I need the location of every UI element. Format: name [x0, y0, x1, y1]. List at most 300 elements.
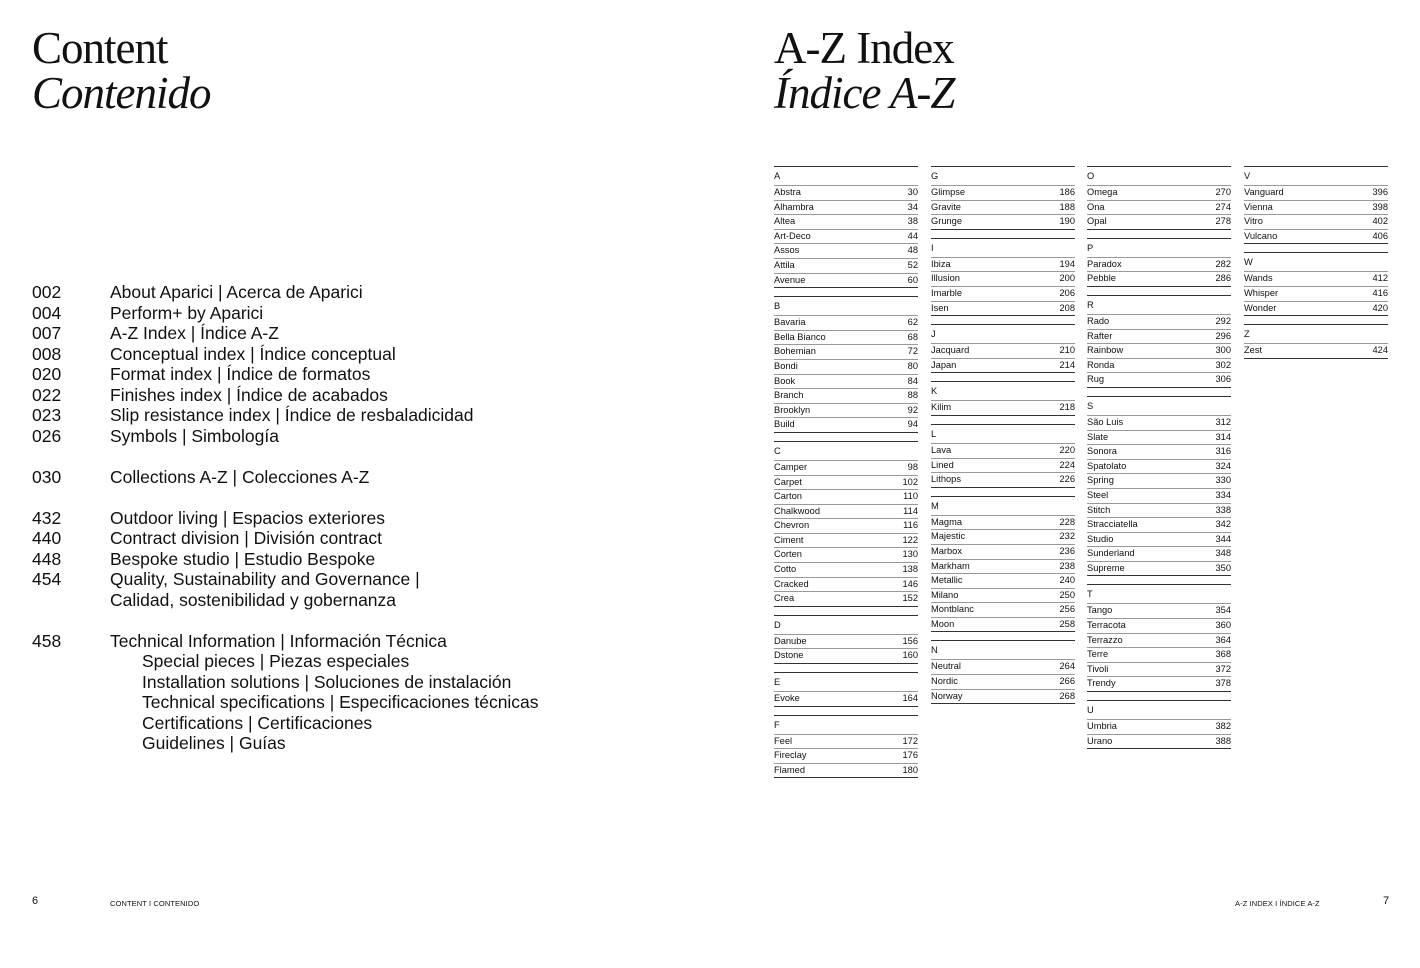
az-section-letter: D [774, 615, 918, 635]
az-entry[interactable] [1087, 445, 1231, 460]
az-entry-name: Bondi [774, 360, 798, 371]
az-entry-page: 360 [1215, 620, 1231, 631]
az-entry-page: 382 [1215, 721, 1231, 732]
page-subtitle: Índice A-Z [774, 68, 955, 118]
az-entry-page: 282 [1215, 258, 1231, 269]
az-entry-name: Neutral [931, 661, 961, 672]
az-entry[interactable] [1087, 272, 1231, 287]
az-entry[interactable] [774, 360, 918, 375]
az-section [931, 496, 1075, 633]
az-entry[interactable] [1087, 186, 1231, 201]
az-entry[interactable] [774, 490, 918, 505]
az-entry-name: Markham [931, 560, 970, 571]
az-entry-name: Gravite [931, 201, 961, 212]
az-entry[interactable] [1087, 344, 1231, 359]
az-entry[interactable] [774, 519, 918, 534]
az-entry-name: Japan [931, 359, 957, 370]
toc-entry[interactable] [32, 344, 539, 365]
toc-entry-title: Quality, Sustainability and Governance | [110, 569, 420, 589]
toc-entry[interactable] [32, 631, 539, 652]
az-entry[interactable] [774, 749, 918, 764]
toc-subentry[interactable]: Installation solutions | Soluciones de instalación [142, 671, 512, 692]
az-section-letter: G [931, 166, 1075, 186]
az-section [931, 381, 1075, 416]
az-entry[interactable] [1087, 431, 1231, 446]
az-entry[interactable] [931, 675, 1075, 690]
right-footer-label: A-Z INDEX I ÍNDICE A-Z [1235, 899, 1320, 908]
az-entry-name: Fireclay [774, 750, 807, 761]
az-entry[interactable] [931, 359, 1075, 374]
az-entry-name: Slate [1087, 431, 1109, 442]
az-entry-name: Bohemian [774, 346, 816, 357]
az-entry[interactable] [1087, 663, 1231, 678]
az-section [1087, 700, 1231, 749]
az-entry[interactable] [774, 230, 918, 245]
az-entry-page: 160 [902, 650, 918, 661]
az-entry-name: Stracciatella [1087, 519, 1138, 530]
toc-page-number: 458 [32, 630, 62, 651]
az-entry-name: Ronda [1087, 359, 1115, 370]
az-entry[interactable] [1244, 215, 1388, 230]
az-entry-name: Bavaria [774, 317, 806, 328]
az-section [1244, 324, 1388, 359]
az-entry-page: 84 [907, 375, 918, 386]
az-entry[interactable] [1087, 648, 1231, 663]
az-entry[interactable] [1244, 186, 1388, 201]
az-entry[interactable] [1087, 416, 1231, 431]
toc-subentry[interactable]: Certifications | Certificaciones [142, 712, 373, 733]
az-entry-page: 48 [907, 245, 918, 256]
az-entry-page: 306 [1215, 374, 1231, 385]
az-entry[interactable] [774, 215, 918, 230]
left-footer-label: CONTENT I CONTENIDO [110, 899, 200, 908]
az-entry-name: Milano [931, 589, 959, 600]
az-entry-page: 350 [1215, 562, 1231, 573]
az-entry-page: 224 [1059, 459, 1075, 470]
az-entry[interactable] [931, 603, 1075, 618]
az-entry[interactable] [774, 331, 918, 346]
az-section [774, 296, 918, 433]
az-section-letter: S [1087, 396, 1231, 416]
az-entry-name: Wands [1244, 273, 1273, 284]
az-entry[interactable] [1244, 287, 1388, 302]
az-entry[interactable] [1087, 201, 1231, 216]
az-entry-name: Brooklyn [774, 404, 811, 415]
toc-entry[interactable] [32, 508, 539, 529]
az-entry-name: Vienna [1244, 201, 1273, 212]
az-entry[interactable] [774, 201, 918, 216]
az-entry[interactable] [774, 389, 918, 404]
az-entry-name: Spring [1087, 475, 1114, 486]
az-entry-page: 334 [1215, 489, 1231, 500]
toc-entry[interactable] [32, 426, 539, 447]
az-section [1244, 166, 1388, 244]
toc-page-number: 432 [32, 507, 62, 528]
toc-entry[interactable] [32, 282, 539, 303]
az-entry-name: Lava [931, 444, 952, 455]
toc-subentry[interactable]: Guidelines | Guías [142, 733, 286, 753]
az-entry-page: 268 [1059, 690, 1075, 701]
az-entry-name: Dstone [774, 650, 804, 661]
az-section [1087, 238, 1231, 287]
az-entry[interactable] [1087, 258, 1231, 273]
az-entry[interactable] [931, 344, 1075, 359]
az-entry-page: 266 [1059, 676, 1075, 687]
az-section-letter: K [931, 381, 1075, 401]
az-entry-page: 270 [1215, 187, 1231, 197]
az-entry-name: Tango [1087, 605, 1113, 616]
az-entry-name: Bella Bianco [774, 331, 826, 342]
az-entry-name: Branch [774, 390, 804, 401]
az-entry[interactable] [931, 444, 1075, 459]
az-entry[interactable] [1087, 518, 1231, 533]
az-entry-page: 240 [1059, 575, 1075, 586]
az-entry-page: 88 [907, 390, 918, 401]
toc-entry[interactable] [32, 303, 539, 324]
az-section [774, 441, 918, 607]
az-entry[interactable] [931, 401, 1075, 416]
az-entry-page: 226 [1059, 474, 1075, 485]
table-of-contents [32, 282, 539, 774]
toc-group [32, 467, 539, 488]
toc-page-number: 026 [32, 425, 62, 446]
az-entry[interactable] [931, 545, 1075, 560]
az-entry-page: 372 [1215, 663, 1231, 674]
az-entry[interactable] [931, 690, 1075, 705]
az-entry-page: 388 [1215, 735, 1231, 746]
az-entry-name: Cotto [774, 564, 797, 575]
az-entry-page: 302 [1215, 359, 1231, 370]
az-entry-name: Grunge [931, 216, 963, 227]
az-entry-name: Ibiza [931, 258, 951, 269]
az-entry-name: Rainbow [1087, 345, 1124, 356]
az-section-letter: J [931, 324, 1075, 344]
az-entry[interactable] [931, 574, 1075, 589]
toc-page-number: 448 [32, 548, 62, 569]
az-entry-page: 232 [1059, 531, 1075, 542]
az-section [1087, 295, 1231, 388]
az-entry[interactable] [931, 215, 1075, 230]
az-entry-page: 368 [1215, 649, 1231, 660]
az-entry[interactable] [774, 375, 918, 390]
az-entry-name: Whisper [1244, 287, 1279, 298]
az-entry-name: Tivoli [1087, 663, 1109, 674]
az-entry-page: 228 [1059, 516, 1075, 527]
az-entry-name: Carton [774, 491, 802, 502]
az-entry-page: 110 [903, 491, 918, 502]
az-entry-page: 364 [1215, 634, 1231, 645]
az-entry[interactable] [1087, 619, 1231, 634]
toc-subentry[interactable]: Special pieces | Piezas especiales [142, 651, 410, 671]
az-entry-name: Nordic [931, 676, 958, 687]
az-section-letter: L [931, 424, 1075, 444]
az-entry-name: Flamed [774, 764, 806, 775]
az-entry[interactable] [774, 476, 918, 491]
az-entry[interactable] [1087, 373, 1231, 388]
az-entry-page: 200 [1059, 273, 1075, 284]
az-entry-page: 256 [1059, 604, 1075, 615]
toc-page-number: 454 [32, 569, 62, 589]
az-entry-name: São Luis [1087, 416, 1124, 427]
az-entry-page: 164 [902, 693, 918, 704]
az-entry[interactable] [774, 505, 918, 520]
az-section-letter: W [1244, 252, 1388, 272]
az-entry-name: Rug [1087, 374, 1105, 385]
toc-entry[interactable] [32, 528, 539, 549]
toc-page-number: 023 [32, 405, 62, 425]
toc-page-number: 004 [32, 302, 62, 323]
az-entry[interactable] [774, 735, 918, 750]
toc-entry-title: Contract division | División contract [110, 528, 383, 548]
az-entry-page: 208 [1059, 302, 1075, 313]
left-page-number: 6 [32, 895, 39, 907]
az-entry[interactable] [1087, 330, 1231, 345]
toc-entry-title: Perform+ by Aparici [110, 302, 264, 323]
toc-page-number: 030 [32, 466, 62, 487]
az-entry-name: Feel [774, 735, 793, 746]
az-entry-name: Terracota [1087, 620, 1126, 631]
az-entry-page: 378 [1215, 678, 1231, 689]
toc-page-number: 440 [32, 528, 62, 548]
toc-entry[interactable] [32, 590, 539, 611]
az-entry-page: 330 [1215, 475, 1231, 486]
az-section [1087, 584, 1231, 692]
az-entry-page: 406 [1372, 230, 1388, 241]
az-entry-name: Norway [931, 690, 963, 701]
az-entry[interactable] [1087, 315, 1231, 330]
az-entry-page: 176 [902, 750, 918, 761]
az-entry[interactable] [1244, 230, 1388, 245]
az-entry[interactable] [1087, 735, 1231, 750]
az-entry-name: Illusion [931, 273, 960, 284]
az-entry-page: 92 [907, 404, 918, 415]
toc-entry-title: Slip resistance index | Índice de resbaladicidad [110, 405, 474, 425]
az-section-letter: C [774, 441, 918, 461]
az-entry[interactable] [774, 548, 918, 563]
az-section-letter: N [931, 640, 1075, 660]
az-entry[interactable] [1087, 474, 1231, 489]
az-entry[interactable] [774, 316, 918, 331]
az-entry-page: 264 [1059, 661, 1075, 672]
az-column [1244, 166, 1388, 367]
toc-entry-title: A-Z Index | Índice A-Z [110, 323, 279, 343]
toc-entry[interactable] [32, 569, 539, 590]
toc-entry-title: Finishes index | Índice de acabados [110, 384, 388, 405]
az-entry[interactable] [931, 589, 1075, 604]
az-entry[interactable] [1087, 215, 1231, 230]
az-entry[interactable] [931, 473, 1075, 488]
az-section-letter: M [931, 496, 1075, 516]
az-entry[interactable] [774, 186, 918, 201]
toc-group [32, 282, 539, 446]
az-entry-name: Opal [1087, 216, 1107, 227]
az-entry[interactable] [774, 534, 918, 549]
az-entry-page: 344 [1215, 533, 1231, 544]
az-entry-page: 146 [902, 578, 918, 589]
az-entry[interactable] [774, 274, 918, 289]
az-entry-name: Spatolato [1087, 460, 1127, 471]
az-entry[interactable] [774, 259, 918, 274]
az-entry[interactable] [774, 345, 918, 360]
az-entry-name: Steel [1087, 489, 1109, 500]
toc-entry[interactable] [32, 405, 539, 426]
az-entry[interactable] [931, 272, 1075, 287]
page-title: Content [32, 23, 168, 73]
az-entry-name: Carpet [774, 476, 802, 487]
az-entry[interactable] [774, 635, 918, 650]
az-entry-name: Danube [774, 635, 807, 646]
az-entry[interactable] [774, 692, 918, 707]
az-entry-page: 412 [1372, 273, 1388, 284]
az-section-letter: O [1087, 166, 1231, 186]
toc-page-number: 007 [32, 323, 62, 343]
az-entry[interactable] [1087, 634, 1231, 649]
az-entry-name: Rado [1087, 315, 1110, 326]
az-entry-name: Zest [1244, 345, 1263, 356]
az-entry[interactable] [774, 563, 918, 578]
az-entry-page: 62 [907, 317, 918, 328]
az-entry[interactable] [774, 578, 918, 593]
az-section [931, 238, 1075, 316]
az-entry-name: Attila [774, 259, 795, 270]
az-entry-page: 312 [1215, 416, 1231, 427]
az-entry[interactable] [931, 516, 1075, 531]
az-entry-page: 102 [902, 476, 918, 487]
az-entry-name: Isen [931, 302, 949, 313]
az-entry[interactable] [1244, 272, 1388, 287]
az-entry-page: 286 [1215, 273, 1231, 284]
az-entry-page: 348 [1215, 548, 1231, 559]
az-entry-name: Trendy [1087, 678, 1116, 689]
az-entry[interactable] [931, 287, 1075, 302]
az-entry[interactable] [1087, 677, 1231, 692]
az-entry[interactable] [774, 649, 918, 664]
az-entry-name: Wonder [1244, 302, 1277, 313]
az-entry-name: Glimpse [931, 187, 966, 197]
az-entry-name: Imarble [931, 287, 963, 298]
az-entry[interactable] [931, 201, 1075, 216]
az-entry-page: 324 [1215, 460, 1231, 471]
az-entry-name: Lined [931, 459, 954, 470]
az-entry[interactable] [931, 186, 1075, 201]
az-entry-name: Vitro [1244, 216, 1263, 227]
az-entry[interactable] [774, 244, 918, 259]
az-entry-page: 396 [1372, 187, 1388, 197]
az-entry-page: 342 [1215, 519, 1231, 530]
az-entry-name: Alhambra [774, 201, 814, 212]
az-entry-name: Assos [774, 245, 800, 256]
az-entry[interactable] [1087, 547, 1231, 562]
az-entry-page: 354 [1215, 605, 1231, 616]
az-entry[interactable] [931, 660, 1075, 675]
az-entry[interactable] [931, 560, 1075, 575]
az-entry-page: 210 [1059, 345, 1075, 356]
az-entry[interactable] [774, 404, 918, 419]
az-entry-name: Avenue [774, 274, 806, 285]
az-entry-name: Supreme [1087, 562, 1125, 573]
az-section [774, 166, 918, 288]
az-section-letter: T [1087, 584, 1231, 604]
az-entry[interactable] [1087, 604, 1231, 619]
az-entry[interactable] [931, 530, 1075, 545]
az-entry-page: 214 [1059, 359, 1075, 370]
toc-group [32, 508, 539, 611]
az-entry[interactable] [774, 592, 918, 607]
az-entry-page: 80 [907, 360, 918, 371]
az-entry-name: Ciment [774, 534, 804, 545]
az-entry[interactable] [1087, 562, 1231, 577]
az-entry-name: Pebble [1087, 273, 1116, 284]
toc-entry[interactable] [32, 385, 539, 406]
az-entry-page: 296 [1215, 330, 1231, 341]
toc-entry[interactable] [32, 467, 539, 488]
az-entry-name: Studio [1087, 533, 1114, 544]
az-section-letter: F [774, 715, 918, 735]
toc-entry[interactable] [32, 323, 539, 344]
az-entry-name: Chalkwood [774, 505, 820, 516]
az-entry-page: 206 [1059, 287, 1075, 298]
az-entry[interactable] [774, 764, 918, 779]
az-entry[interactable] [774, 461, 918, 476]
az-entry-page: 194 [1059, 258, 1075, 269]
toc-entry-title: Conceptual index | Índice conceptual [110, 343, 396, 364]
az-entry-page: 190 [1059, 216, 1075, 227]
az-section [774, 715, 918, 779]
az-entry[interactable] [931, 618, 1075, 633]
az-entry[interactable] [774, 418, 918, 433]
az-section [931, 640, 1075, 704]
toc-page-number: 020 [32, 364, 62, 384]
toc-page-number [32, 590, 110, 611]
toc-entry-title: Format index | Índice de formatos [110, 364, 371, 384]
az-entry-name: Crea [774, 593, 795, 604]
az-entry-page: 278 [1215, 216, 1231, 227]
az-entry[interactable] [1244, 302, 1388, 317]
az-entry-name: Moon [931, 618, 955, 629]
toc-subentry[interactable]: Technical specifications | Especificaciones técnicas [142, 692, 539, 712]
az-entry[interactable] [931, 258, 1075, 273]
az-entry-page: 172 [902, 735, 918, 746]
az-entry-name: Umbria [1087, 721, 1117, 732]
az-entry-page: 68 [907, 331, 918, 342]
az-entry[interactable] [931, 459, 1075, 474]
az-entry[interactable] [1087, 359, 1231, 374]
az-entry-page: 250 [1059, 589, 1075, 600]
az-entry[interactable] [1244, 201, 1388, 216]
az-entry[interactable] [931, 302, 1075, 317]
toc-entry[interactable] [32, 549, 539, 570]
toc-entry[interactable] [32, 364, 539, 385]
az-entry-page: 114 [903, 505, 918, 516]
az-entry[interactable] [1087, 720, 1231, 735]
az-entry-name: Marbox [931, 545, 963, 556]
toc-page-number: 002 [32, 282, 62, 302]
az-section-letter: R [1087, 295, 1231, 315]
az-section-letter: A [774, 166, 918, 186]
az-entry[interactable] [1087, 504, 1231, 519]
az-entry-page: 60 [907, 274, 918, 285]
az-entry[interactable] [1087, 460, 1231, 475]
az-entry[interactable] [1087, 489, 1231, 504]
az-section-letter: U [1087, 700, 1231, 720]
az-entry[interactable] [1087, 533, 1231, 548]
az-entry[interactable] [1244, 344, 1388, 359]
az-section-letter: I [931, 238, 1075, 258]
az-entry-name: Terre [1087, 649, 1109, 660]
az-section-letter: V [1244, 166, 1388, 186]
az-entry-page: 300 [1215, 345, 1231, 356]
az-entry-name: Evoke [774, 693, 800, 704]
